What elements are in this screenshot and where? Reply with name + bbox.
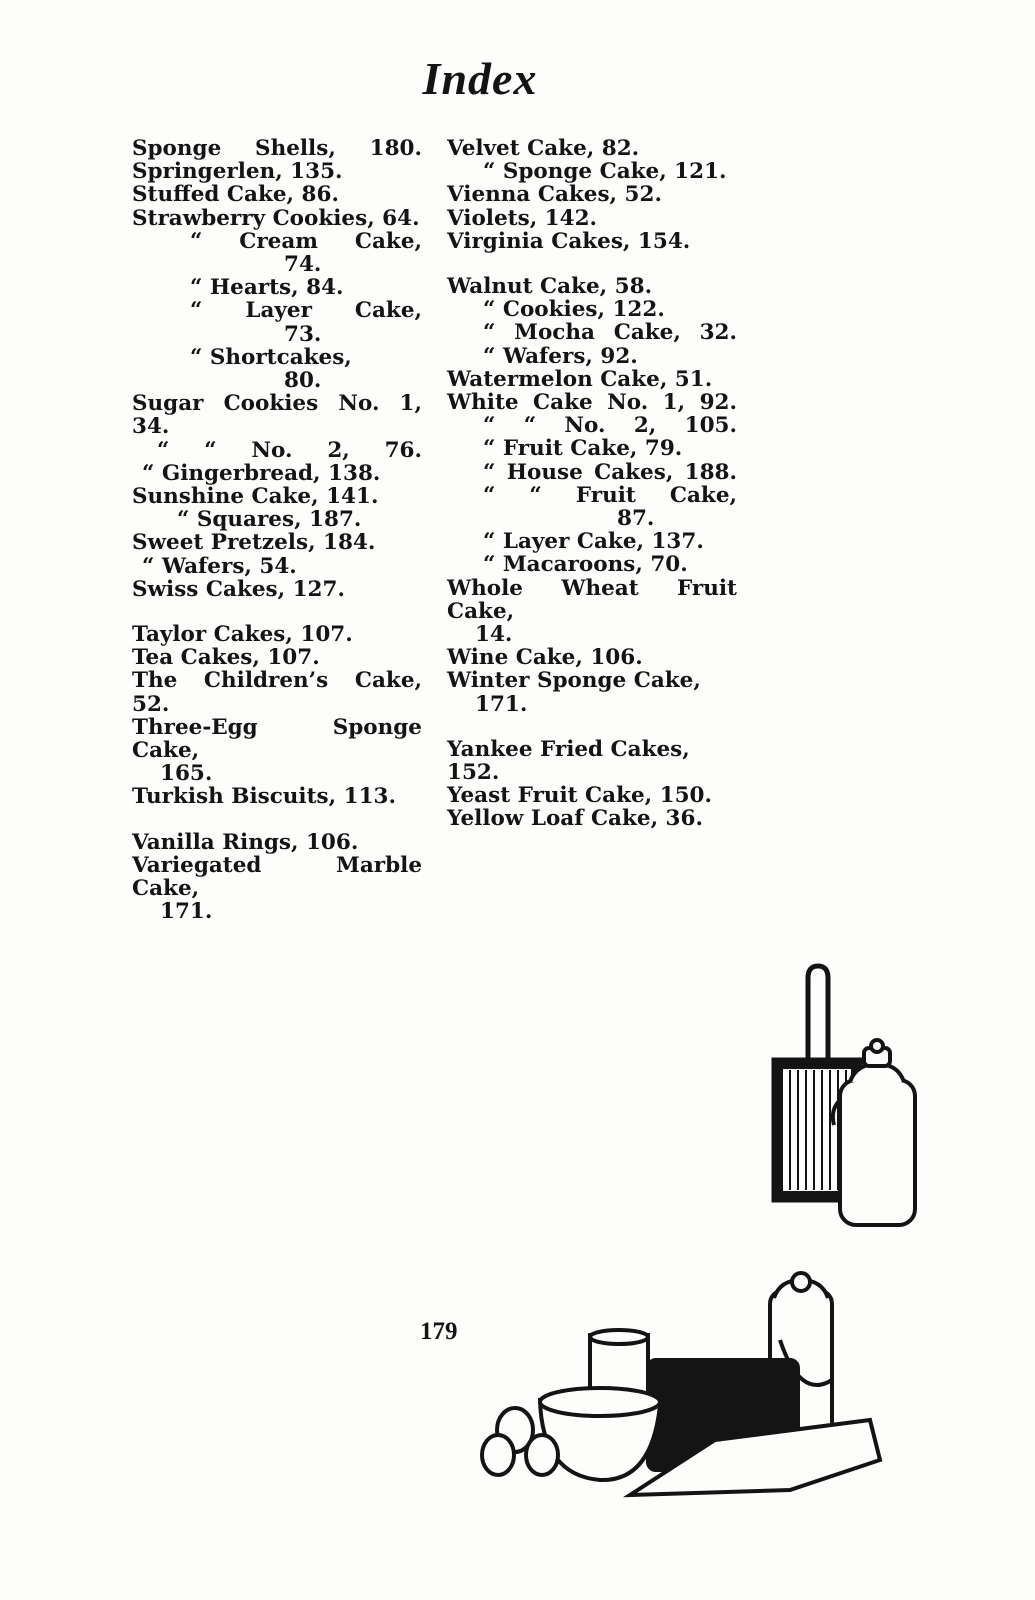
index-entry: Yankee Fried Cakes, 152.	[447, 736, 690, 786]
page-number: 179	[420, 1318, 458, 1345]
index-entry: Whole Wheat Fruit Cake,	[447, 575, 737, 624]
index-entry: Sponge Shells, 180.	[132, 136, 422, 161]
index-entry-continuation: 87.	[617, 506, 655, 532]
page-title: Index	[422, 53, 538, 104]
index-entry: Violets, 142.	[447, 205, 598, 231]
index-entry: Yellow Loaf Cake, 36.	[447, 806, 703, 832]
baking-still-life-illustration	[470, 1270, 900, 1520]
index-entry: “ “ No. 2, 76.	[157, 437, 422, 463]
index-entry: “ Wafers, 54.	[142, 553, 297, 579]
index-entry: Wine Cake, 106.	[447, 645, 643, 671]
index-entry-continuation: 73.	[284, 321, 322, 347]
index-entry: Taylor Cakes, 107.	[132, 622, 353, 648]
index-entry: “ Wafers, 92.	[483, 343, 638, 369]
index-entry: Sugar Cookies No. 1, 34.	[132, 391, 422, 440]
index-entry: “ Cookies, 122.	[483, 297, 665, 323]
index-entry-continuation: 74.	[284, 252, 322, 278]
index-entry: “ Layer Cake, 137.	[483, 529, 704, 555]
index-entry: “ Macaroons, 70.	[483, 552, 688, 578]
index-entry: Variegated Marble Cake,	[132, 852, 422, 902]
index-entry: “ Cream Cake,	[190, 228, 422, 254]
index-entry: “ “ No. 2, 105.	[483, 413, 737, 439]
index-entry: Watermelon Cake, 51.	[447, 366, 713, 392]
index-entry: Strawberry Cookies, 64.	[132, 205, 420, 231]
index-column-right	[447, 137, 737, 831]
index-entry: Springerlen, 135.	[132, 159, 343, 185]
index-entry: Walnut Cake, 58.	[447, 274, 653, 300]
index-entry: “ Shortcakes,	[190, 344, 352, 370]
index-entry: “ Squares, 187.	[177, 507, 362, 533]
index-entry: Sweet Pretzels, 184.	[132, 530, 376, 556]
index-entry: “ Hearts, 84.	[190, 275, 344, 301]
index-entry: “ “ Fruit Cake,	[483, 482, 737, 508]
index-entry: Velvet Cake, 82.	[447, 136, 640, 161]
index-entry: Virginia Cakes, 154.	[447, 228, 691, 254]
index-entry: Yeast Fruit Cake, 150.	[447, 783, 712, 809]
index-entry: Tea Cakes, 107.	[132, 645, 320, 671]
index-entry: “ Sponge Cake, 121.	[483, 159, 727, 185]
index-entry-continuation: 165.	[160, 761, 213, 787]
index-entry: “ Fruit Cake, 79.	[483, 436, 683, 462]
index-entry: “ Mocha Cake, 32.	[483, 320, 737, 346]
index-entry: Winter Sponge Cake,	[447, 668, 701, 694]
index-entry: White Cake No. 1, 92.	[447, 390, 737, 416]
index-entry: Sunshine Cake, 141.	[132, 484, 379, 510]
index-entry-continuation: 171.	[160, 899, 213, 925]
index-entry: Swiss Cakes, 127.	[132, 576, 345, 602]
index-entry: Vienna Cakes, 52.	[447, 182, 662, 208]
index-entry: Vanilla Rings, 106.	[132, 829, 359, 855]
index-entry: Three-Egg Sponge Cake,	[132, 714, 422, 764]
kitchen-utensils-illustration	[760, 960, 930, 1235]
index-entry: Stuffed Cake, 86.	[132, 182, 339, 208]
index-entry-continuation: 80.	[284, 368, 322, 394]
index-entry-continuation: 14.	[475, 622, 513, 648]
index-entry: “ House Cakes, 188.	[483, 459, 737, 485]
index-column-left	[132, 137, 422, 924]
index-entry: “ Layer Cake,	[190, 298, 422, 324]
index-entry: “ Gingerbread, 138.	[142, 460, 381, 486]
index-entry: The Children’s Cake, 52.	[132, 668, 422, 717]
index-entry: Turkish Biscuits, 113.	[132, 784, 396, 810]
index-entry-continuation: 171.	[475, 691, 528, 717]
